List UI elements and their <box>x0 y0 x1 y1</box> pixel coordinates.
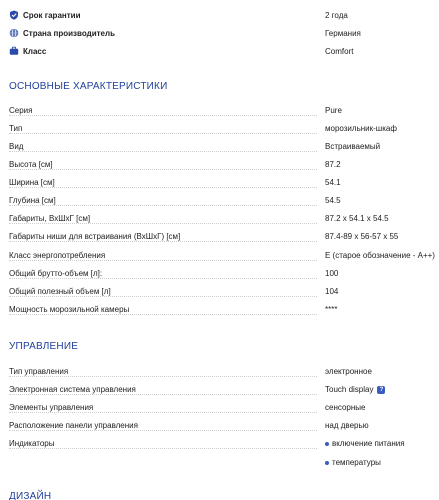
spec-row <box>9 249 437 263</box>
spec-label: Габариты, ВхШхГ [см] <box>9 214 91 223</box>
spec-label: Общий полезный объем [л] <box>9 287 111 296</box>
spec-value: 87.4-89 x 56-57 x 55 <box>325 232 399 241</box>
spec-value: над дверью <box>325 421 369 430</box>
spec-label: Класс энергопотребления <box>9 251 106 260</box>
shield-check-icon <box>9 10 19 20</box>
spec-row <box>9 401 437 415</box>
spec-value: Comfort <box>325 47 354 56</box>
spec-value: 54.1 <box>325 178 341 187</box>
spec-value: сенсорные <box>325 403 366 412</box>
section-title-control: УПРАВЛЕНИЕ <box>9 341 79 352</box>
spec-value: 2 года <box>325 11 348 20</box>
globe-icon <box>9 28 19 38</box>
spec-row <box>9 104 437 118</box>
spec-row <box>9 194 437 208</box>
spec-value: 100 <box>325 269 339 278</box>
spec-value: 87.2 <box>325 160 341 169</box>
spec-label: Высота [см] <box>9 160 53 169</box>
section-title-design: ДИЗАЙН <box>9 491 52 500</box>
spec-label: Срок гарантии <box>23 11 81 20</box>
briefcase-icon <box>9 46 19 56</box>
spec-label: Глубина [см] <box>9 196 56 205</box>
spec-row-country <box>9 27 437 41</box>
spec-label: Серия <box>9 106 33 115</box>
spec-value: 87.2 x 54.1 x 54.5 <box>325 214 389 223</box>
spec-value-text: температуры <box>332 458 381 467</box>
spec-value: Pure <box>325 106 342 115</box>
spec-row <box>9 303 437 317</box>
spec-label: Класс <box>23 47 47 56</box>
spec-value-text: включение питания <box>332 439 405 448</box>
spec-row <box>9 419 437 433</box>
spec-row <box>9 140 437 154</box>
section-title-main: ОСНОВНЫЕ ХАРАКТЕРИСТИКИ <box>9 81 168 92</box>
spec-value: 54.5 <box>325 196 341 205</box>
spec-value: морозильник-шкаф <box>325 124 397 133</box>
spec-row <box>9 212 437 226</box>
spec-label: Тип <box>9 124 23 133</box>
spec-label: Электронная система управления <box>9 385 136 394</box>
spec-row-class <box>9 45 437 59</box>
spec-row <box>9 437 437 451</box>
help-icon[interactable]: ? <box>377 386 385 394</box>
spec-row <box>9 122 437 136</box>
spec-row-warranty <box>9 9 437 23</box>
spec-row <box>9 365 437 379</box>
bullet-icon <box>325 442 329 446</box>
spec-label: Элементы управления <box>9 403 94 412</box>
bullet-icon <box>325 461 329 465</box>
spec-value: электронное <box>325 367 372 376</box>
spec-row <box>9 230 437 244</box>
spec-row <box>9 176 437 190</box>
spec-value: 104 <box>325 287 339 296</box>
spec-value-text: Touch display <box>325 385 374 394</box>
spec-value: Встраиваемый <box>325 142 381 151</box>
spec-label: Страна производитель <box>23 29 115 38</box>
spec-value: **** <box>325 305 338 314</box>
spec-row-continued <box>9 456 437 470</box>
spec-label: Мощность морозильной камеры <box>9 305 130 314</box>
spec-label: Тип управления <box>9 367 69 376</box>
spec-row <box>9 285 437 299</box>
spec-row <box>9 267 437 281</box>
spec-row <box>9 383 437 397</box>
spec-label: Индикаторы <box>9 439 55 448</box>
spec-label: Ширина [см] <box>9 178 55 187</box>
spec-value-touch-display <box>325 385 385 394</box>
spec-row <box>9 158 437 172</box>
spec-label: Общий брутто-объем [л]: <box>9 269 103 278</box>
spec-label: Габариты ниши для встраивания (ВхШхГ) [см] <box>9 232 181 241</box>
spec-label: Расположение панели управления <box>9 421 138 430</box>
spec-label: Вид <box>9 142 24 151</box>
spec-value-indicators-extra <box>325 458 381 467</box>
spec-value: Германия <box>325 29 361 38</box>
spec-value: E (старое обозначение - A++) <box>325 251 435 260</box>
spec-value-indicators <box>325 439 405 448</box>
